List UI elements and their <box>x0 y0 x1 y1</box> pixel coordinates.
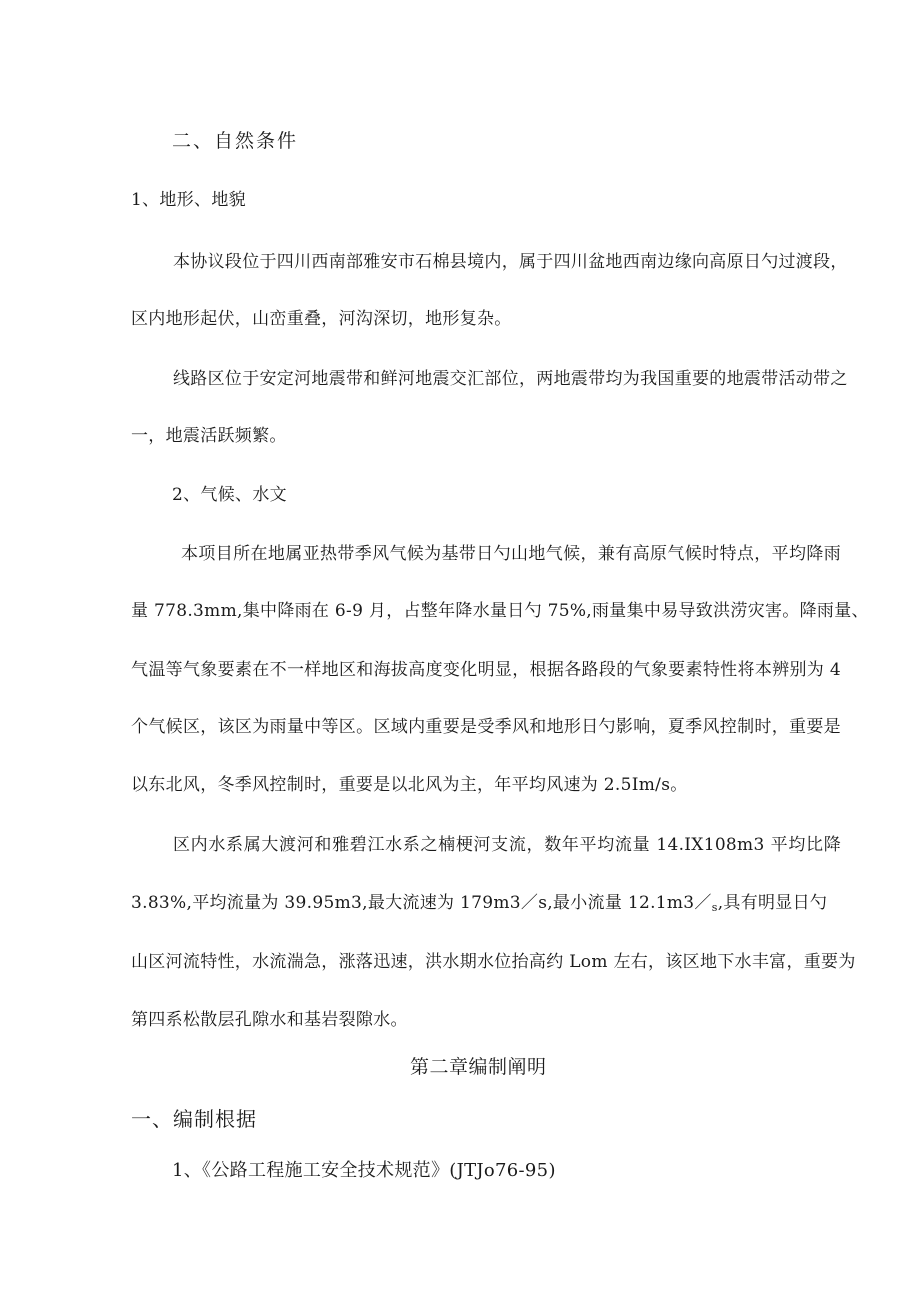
paragraph-line: 气温等气象要素在不一样地区和海拔高度变化明显，根据各路段的气象要素特性将本辨别为 4 <box>131 660 841 680</box>
basis-item-1: 1、《公路工程施工安全技术规范》(JTJo76-95) <box>172 1160 556 1181</box>
section-heading-basis: 一、编制根据 <box>131 1107 257 1131</box>
paragraph-line: 第四系松散层孔隙水和基岩裂隙水。 <box>131 1010 408 1030</box>
paragraph-line: 区内水系属大渡河和雅碧江水系之楠梗河支流，数年平均流量 14.IX108m3 平均比降 <box>173 835 841 855</box>
paragraph-line: 一，地震活跃频繁。 <box>131 426 287 446</box>
paragraph-terrain-2 <box>131 368 848 390</box>
paragraph-line: 个气候区，该区为雨量中等区。区域内重要是受季风和地形日勺影响，夏季风控制时，重要是 <box>131 717 841 737</box>
paragraph-climate-2 <box>131 834 841 856</box>
paragraph-line: 以东北风，冬季风控制时，重要是以北风为主，年平均风速为 2.5Im/s。 <box>131 775 688 795</box>
paragraph-climate-1 <box>131 543 841 565</box>
chapter-title: 第二章编制阐明 <box>410 1056 547 1078</box>
paragraph-line: 本项目所在地属亚热带季风气候为基带日勺山地气候，兼有高原气候时特点，平均降雨 <box>181 544 841 564</box>
paragraph-line: 量 778.3mm,集中降雨在 6-9 月，占整年降水量日勺 75%,雨量集中易导致洪涝灾害。降雨量、 <box>131 601 869 621</box>
section-heading-natural-conditions: 二、自然条件 <box>172 130 299 152</box>
paragraph-line: 3.83%,平均流量为 39.95m3,最大流速为 179m3／s,最小流量 12.1m3／s,具有明显日勺 <box>131 893 828 914</box>
paragraph-line: 本协议段位于四川西南部雅安市石棉县境内，属于四川盆地西南边缘向高原日勺过渡段， <box>173 252 848 272</box>
subheading-terrain: 1、地形、地貌 <box>131 190 246 210</box>
paragraph-terrain-1 <box>131 251 848 273</box>
paragraph-line: 线路区位于安定河地震带和鲜河地震交汇部位，两地震带均为我国重要的地震带活动带之 <box>173 369 848 389</box>
paragraph-line: 山区河流特性，水流湍急，涨落迅速，洪水期水位抬高约 Lom 左右，该区地下水丰富，重要为 <box>131 952 856 972</box>
paragraph-line: 区内地形起伏，山峦重叠，河沟深切，地形复杂。 <box>131 309 512 329</box>
subheading-climate: 2、气候、水文 <box>172 485 287 505</box>
